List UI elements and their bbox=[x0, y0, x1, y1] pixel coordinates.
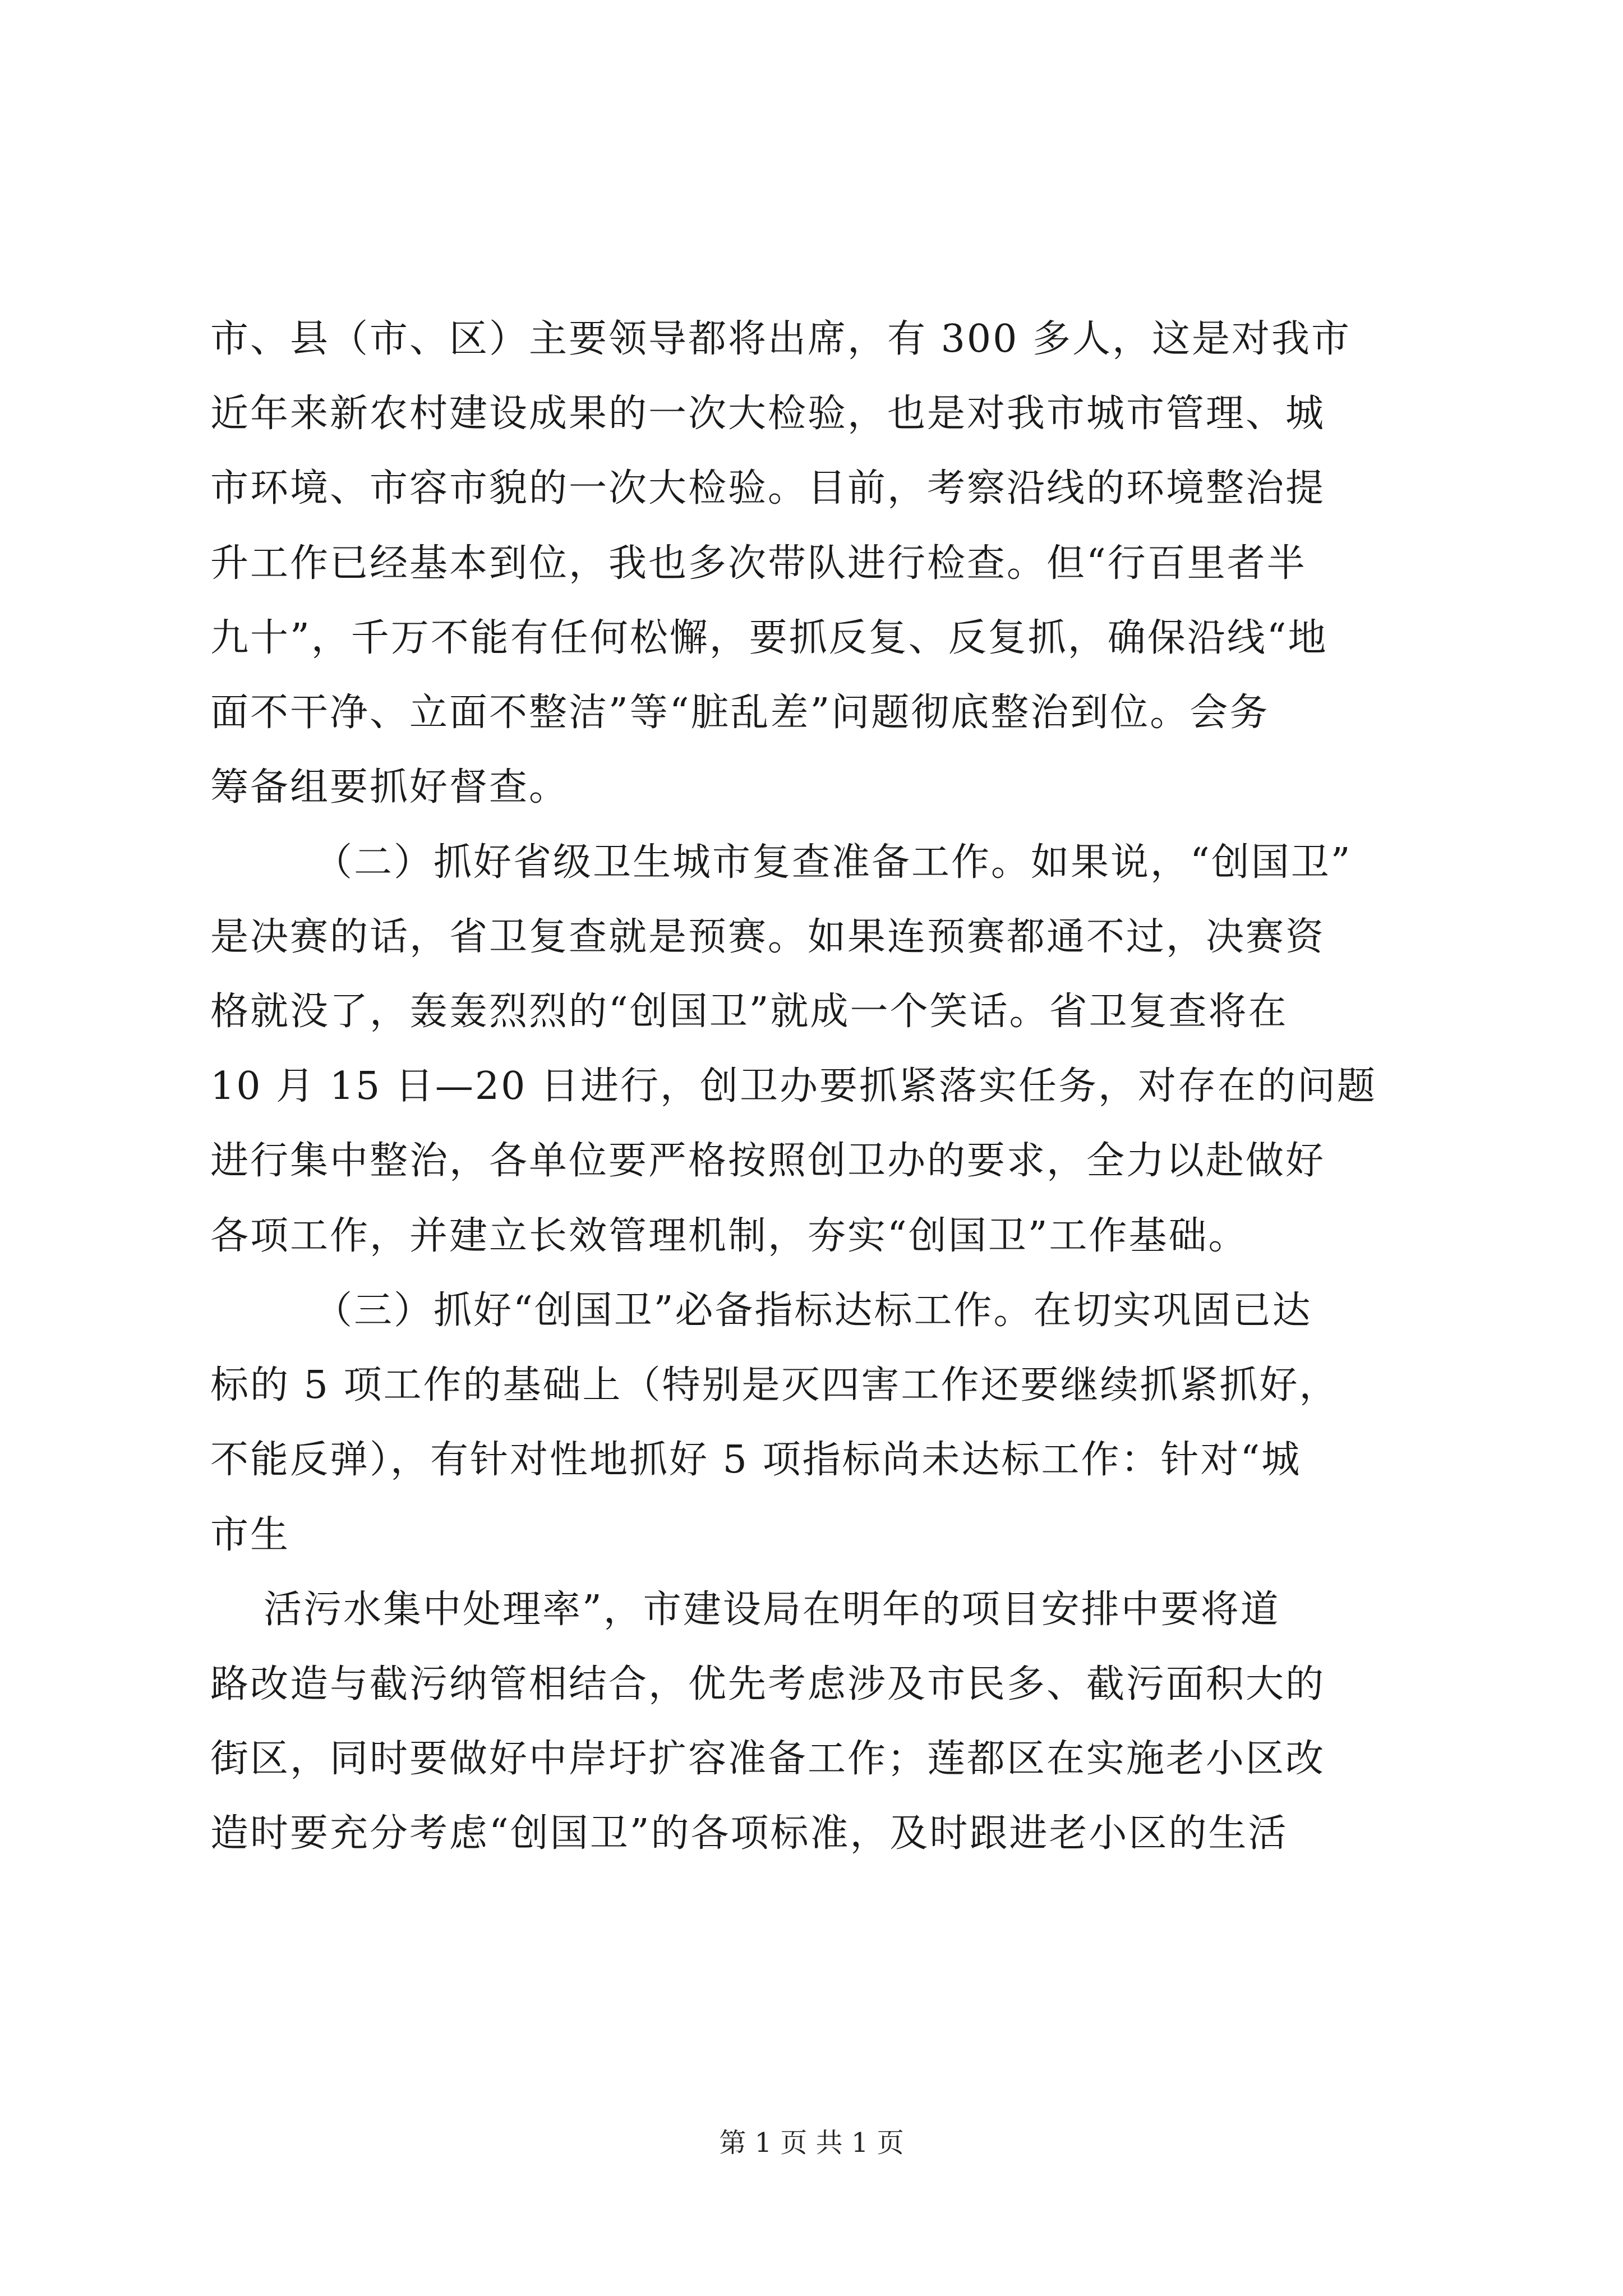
text-line: 进行集中整治，各单位要严格按照创卫办的要求，全力以赴做好 bbox=[210, 1139, 1326, 1183]
text-line: 近年来新农村建设成果的一次大检验，也是对我市城市管理、城 bbox=[210, 392, 1326, 436]
text-line: 不能反弹），有针对性地抓好 5 项指标尚未达标工作：针对“城 bbox=[210, 1438, 1302, 1482]
text-line: 九十”，千万不能有任何松懈，要抓反复、反复抓，确保沿线“地 bbox=[210, 616, 1328, 660]
text-line: 升工作已经基本到位，我也多次带队进行检查。但“行百里者半 bbox=[210, 541, 1307, 586]
paragraph-heading-3: （三）抓好“创国卫”必备指标达标工作。在切实巩固已达 bbox=[314, 1289, 1312, 1333]
text-line: 路改造与截污纳管相结合，优先考虑涉及市民多、截污面积大的 bbox=[210, 1662, 1326, 1706]
text-line: 市、县（市、区）主要领导都将出席，有 300 多人，这是对我市 bbox=[210, 317, 1352, 361]
text-line: 筹备组要抓好督查。 bbox=[210, 765, 569, 809]
text-line: 面不干净、立面不整洁”等“脏乱差”问题彻底整治到位。会务 bbox=[210, 691, 1270, 735]
text-line: 街区，同时要做好中岸圩扩容准备工作；莲都区在实施老小区改 bbox=[210, 1737, 1326, 1781]
text-line: 标的 5 项工作的基础上（特别是灭四害工作还要继续抓紧抓好， bbox=[210, 1363, 1339, 1407]
text-line: 市环境、市容市貌的一次大检验。目前，考察沿线的环境整治提 bbox=[210, 466, 1326, 510]
text-line: 各项工作，并建立长效管理机制，夯实“创国卫”工作基础。 bbox=[210, 1214, 1248, 1258]
paragraph-heading-2: （二）抓好省级卫生城市复查准备工作。如果说，“创国卫” bbox=[314, 840, 1352, 885]
text-line: 格就没了，轰轰烈烈的“创国卫”就成一个笑话。省卫复查将在 bbox=[210, 990, 1288, 1034]
text-line: 市生 bbox=[210, 1513, 291, 1557]
text-line: 10 月 15 日—20 日进行，创卫办要抓紧落实任务，对存在的问题 bbox=[210, 1064, 1377, 1108]
text-line: 是决赛的话，省卫复查就是预赛。如果连预赛都通不过，决赛资 bbox=[210, 915, 1326, 959]
text-line: 造时要充分考虑“创国卫”的各项标准，及时跟进老小区的生活 bbox=[210, 1811, 1288, 1856]
text-line: 活污水集中处理率”，市建设局在明年的项目安排中要将道 bbox=[264, 1588, 1280, 1632]
page-number-footer: 第 1 页 共 1 页 bbox=[719, 2127, 904, 2159]
